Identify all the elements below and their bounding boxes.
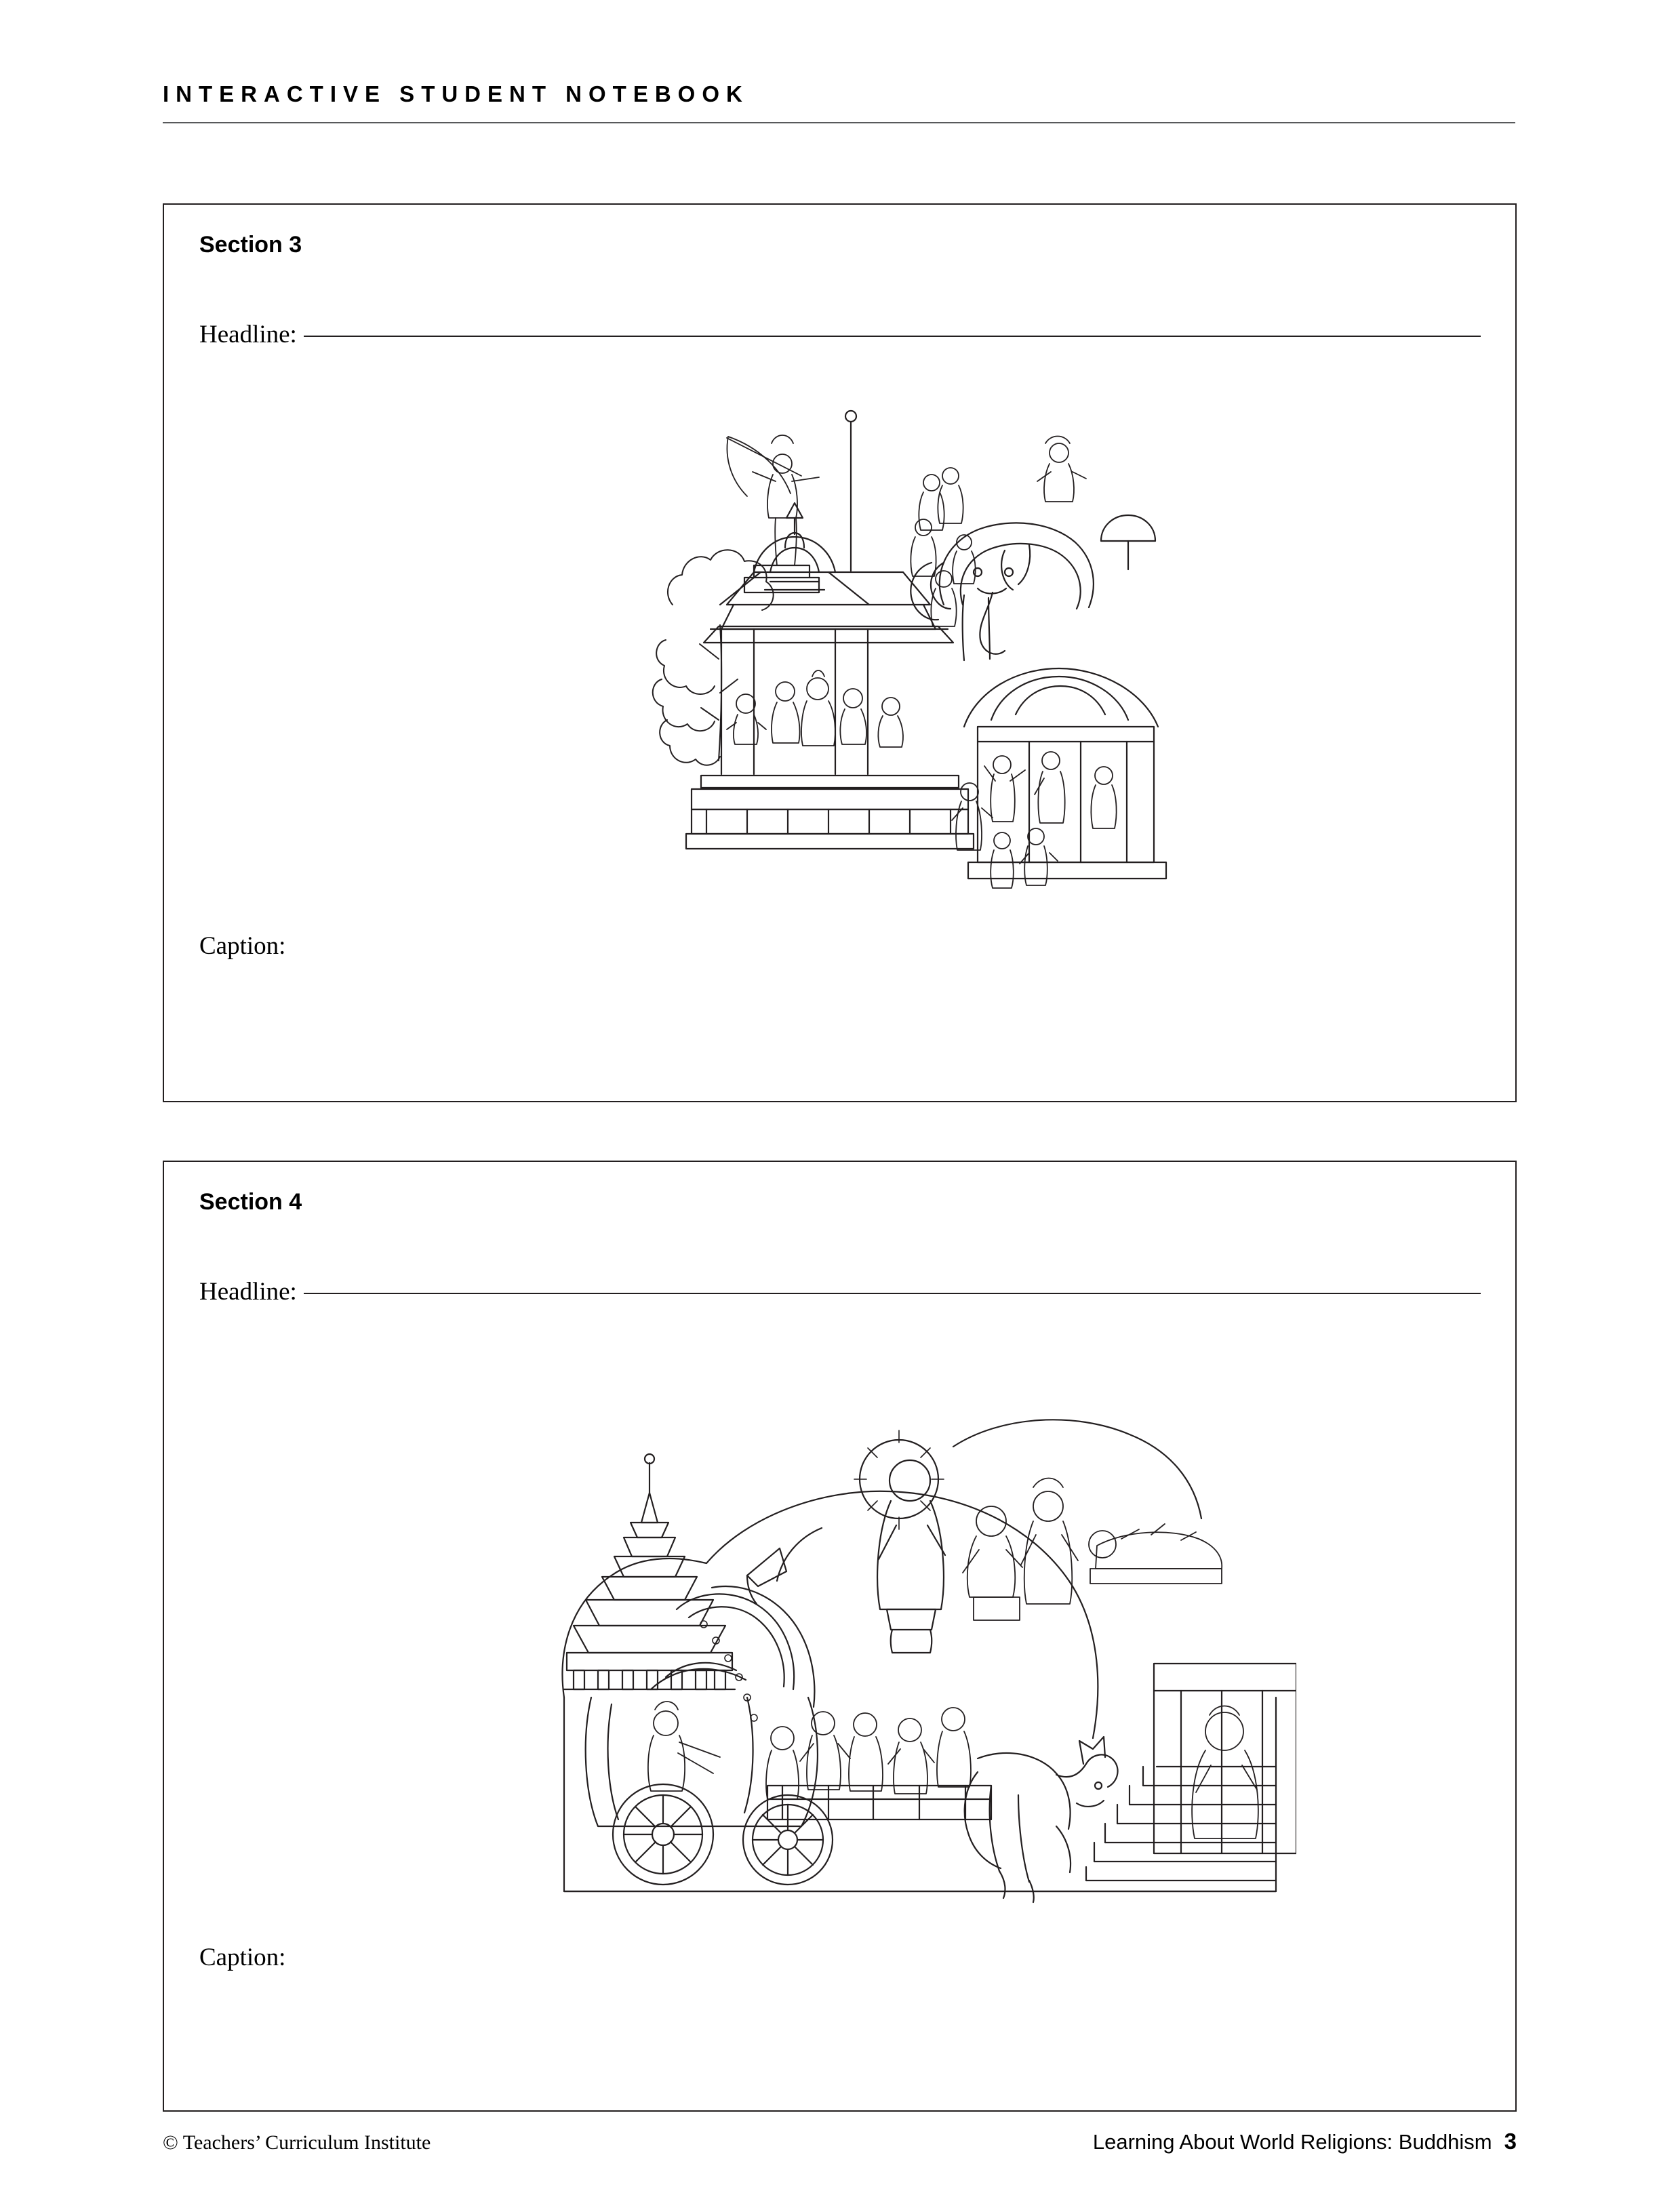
section-3-caption-field[interactable] xyxy=(199,931,1481,961)
section-4-illustration xyxy=(544,1406,1296,1914)
section-3-headline-field[interactable] xyxy=(199,320,1481,349)
section-4-caption-field[interactable] xyxy=(199,1943,1481,1972)
copyright-text: © Teachers’ Curriculum Institute xyxy=(163,2131,431,2154)
section-3-container xyxy=(163,203,1517,1102)
section-4-headline-label: Headline: xyxy=(199,1278,297,1306)
section-4-container xyxy=(163,1161,1517,2112)
section-3-caption-label: Caption: xyxy=(199,932,286,960)
section-4-headline-writing-line[interactable] xyxy=(304,1293,1481,1294)
section-4-label: Section 4 xyxy=(199,1189,302,1215)
page-header xyxy=(163,81,1515,123)
page-footer xyxy=(163,2129,1517,2154)
section-3-label: Section 3 xyxy=(199,232,302,258)
page-title: INTERACTIVE STUDENT NOTEBOOK xyxy=(163,81,749,106)
section-4-headline-field[interactable] xyxy=(199,1277,1481,1306)
section-3-headline-label: Headline: xyxy=(199,321,297,348)
section-3-illustration xyxy=(625,401,1167,917)
page-number: 3 xyxy=(1504,2129,1517,2154)
header-divider xyxy=(163,122,1515,123)
footer-book-info xyxy=(1093,2129,1517,2154)
section-4-caption-label: Caption: xyxy=(199,1944,286,1971)
book-title: Learning About World Religions: Buddhism xyxy=(1092,2130,1492,2154)
section-3-headline-writing-line[interactable] xyxy=(304,336,1481,337)
